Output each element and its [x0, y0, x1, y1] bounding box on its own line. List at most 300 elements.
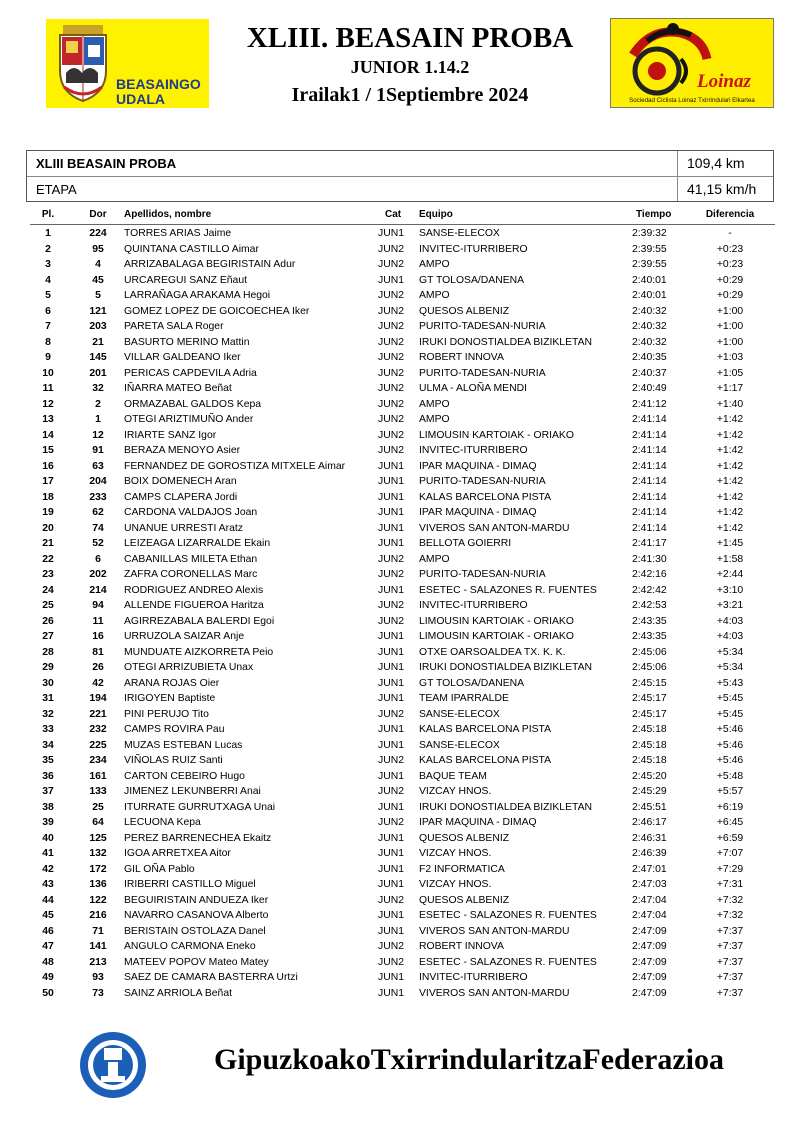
- team-cell: PURITO-TADESAN-NURIA: [419, 569, 546, 580]
- table-row: [0, 288, 800, 304]
- bib-cell: 145: [89, 352, 107, 363]
- difference-cell: +3:21: [716, 600, 744, 611]
- category-cell: JUN2: [378, 941, 404, 952]
- team-cell: KALAS BARCELONA PISTA: [419, 724, 552, 735]
- position-cell: 16: [42, 460, 54, 472]
- table-row: [0, 893, 800, 909]
- position-cell: 13: [42, 414, 54, 425]
- position-cell: 3: [45, 259, 51, 270]
- rider-name-cell: BERISTAIN OSTOLAZA Danel: [124, 925, 266, 937]
- table-row: [0, 490, 800, 506]
- team-cell: SANSE-ELECOX: [419, 708, 500, 720]
- table-row: [0, 691, 800, 707]
- table-row: [0, 474, 800, 490]
- position-cell: 23: [42, 569, 54, 580]
- rider-name-cell: MATEEV POPOV Mateo Matey: [124, 956, 269, 968]
- position-cell: 40: [42, 832, 54, 844]
- team-cell: SANSE-ELECOX: [419, 228, 500, 239]
- position-cell: 5: [45, 290, 51, 301]
- difference-cell: +0:29: [716, 290, 744, 301]
- position-cell: 1: [45, 228, 51, 239]
- team-cell: LIMOUSIN KARTOIAK - ORIAKO: [419, 631, 574, 642]
- difference-cell: +1:42: [716, 522, 744, 534]
- difference-cell: +6:45: [716, 817, 744, 828]
- category-cell: JUN2: [378, 290, 404, 301]
- rider-name-cell: ITURRATE GURRUTXAGA Unai: [124, 801, 276, 813]
- bib-cell: 94: [92, 600, 104, 611]
- team-cell: VIZCAY HNOS.: [419, 879, 492, 890]
- difference-cell: +1:42: [716, 476, 744, 487]
- position-cell: 48: [42, 956, 54, 968]
- position-cell: 24: [42, 584, 54, 596]
- difference-cell: +7:37: [716, 956, 744, 968]
- time-cell: 2:45:06: [632, 646, 667, 658]
- time-cell: 2:45:20: [632, 770, 667, 782]
- bib-cell: 214: [89, 584, 107, 596]
- bib-cell: 62: [92, 507, 104, 518]
- category-cell: JUN1: [378, 863, 404, 875]
- difference-cell: +1:42: [716, 445, 744, 456]
- table-row: [0, 908, 800, 924]
- rider-name-cell: URCAREGUI SANZ Eñaut: [124, 274, 247, 286]
- table-row: [0, 319, 800, 335]
- difference-cell: +1:03: [716, 352, 744, 363]
- time-cell: 2:45:18: [632, 739, 667, 751]
- town-shield-icon: [54, 23, 112, 103]
- table-row: [0, 598, 800, 614]
- time-cell: 2:41:14: [632, 522, 667, 534]
- position-cell: 2: [45, 243, 51, 255]
- position-cell: 45: [42, 910, 54, 921]
- table-row: [0, 970, 800, 986]
- time-cell: 2:46:17: [632, 817, 667, 828]
- category-cell: JUN2: [378, 429, 404, 441]
- race-info-row: [27, 151, 773, 177]
- race-info-box: [26, 150, 774, 202]
- difference-cell: +5:45: [716, 693, 744, 704]
- team-cell: AMPO: [419, 553, 450, 565]
- time-cell: 2:43:35: [632, 615, 667, 627]
- time-cell: 2:40:32: [632, 305, 667, 317]
- category-cell: JUN1: [378, 646, 404, 658]
- category-cell: JUN2: [378, 755, 404, 766]
- difference-cell: +7:37: [716, 925, 744, 937]
- rider-name-cell: LEIZEAGA LIZARRALDE Ekain: [124, 538, 271, 549]
- table-row: [0, 629, 800, 645]
- difference-cell: +1:42: [716, 507, 744, 518]
- position-cell: 15: [42, 445, 54, 456]
- stage-info-row: [27, 177, 773, 202]
- time-cell: 2:40:35: [632, 352, 667, 363]
- rider-name-cell: SAINZ ARRIOLA Beñat: [124, 987, 232, 999]
- time-cell: 2:42:53: [632, 600, 667, 611]
- club-society-name: Sociedad Ciclista Loinaz Txirrindulari Elkartea: [629, 97, 755, 104]
- bib-cell: 234: [89, 755, 107, 766]
- difference-cell: +1:42: [716, 414, 744, 425]
- table-row: [0, 273, 800, 289]
- bib-cell: 2: [95, 398, 101, 410]
- team-cell: PURITO-TADESAN-NURIA: [419, 367, 546, 379]
- team-cell: F2 INFORMATICA: [419, 863, 505, 875]
- rider-name-cell: OTEGI ARRIZUBIETA Unax: [124, 662, 254, 673]
- rider-name-cell: BERAZA MENOYO Asier: [124, 445, 241, 456]
- position-cell: 36: [42, 770, 54, 782]
- bib-cell: 161: [89, 770, 107, 782]
- category-cell: JUN1: [378, 460, 404, 472]
- difference-cell: +5:57: [716, 786, 744, 797]
- difference-cell: +7:37: [716, 972, 744, 983]
- position-cell: 41: [42, 848, 54, 859]
- bib-cell: 204: [89, 476, 107, 487]
- team-cell: ROBERT INNOVA: [419, 941, 504, 952]
- time-cell: 2:45:51: [632, 801, 667, 813]
- table-row: [0, 397, 800, 413]
- rider-name-cell: ARRIZABALAGA BEGIRISTAIN Adur: [124, 259, 296, 270]
- category-cell: JUN1: [378, 662, 404, 673]
- category-cell: JUN2: [378, 615, 404, 627]
- time-cell: 2:40:01: [632, 290, 667, 301]
- category-cell: JUN2: [378, 817, 404, 828]
- team-cell: VIVEROS SAN ANTON-MARDU: [419, 522, 570, 534]
- difference-cell: +6:59: [716, 832, 744, 844]
- race-category: JUNIOR 1.14.2: [350, 57, 470, 77]
- table-row: [0, 676, 800, 692]
- header-difference: Diferencia: [705, 209, 755, 220]
- stage-label: ETAPA: [36, 182, 77, 197]
- team-cell: VIZCAY HNOS.: [419, 848, 492, 859]
- team-cell: ULMA - ALOÑA MENDI: [419, 383, 527, 394]
- team-cell: GT TOLOSA/DANENA: [419, 677, 525, 689]
- time-cell: 2:47:01: [632, 863, 667, 875]
- time-cell: 2:47:09: [632, 956, 667, 968]
- category-cell: JUN2: [378, 398, 404, 410]
- table-row: [0, 335, 800, 351]
- team-cell: LIMOUSIN KARTOIAK - ORIAKO: [419, 429, 574, 441]
- category-cell: JUN2: [378, 553, 404, 565]
- difference-cell: +5:46: [716, 755, 744, 766]
- position-cell: 35: [42, 755, 54, 766]
- category-cell: JUN1: [378, 476, 404, 487]
- table-row: [0, 815, 800, 831]
- difference-cell: +0:29: [716, 274, 744, 286]
- table-row: [0, 412, 800, 428]
- town-name-line-2: UDALA: [116, 91, 165, 107]
- category-cell: JUN2: [378, 321, 404, 332]
- table-row: [0, 939, 800, 955]
- team-cell: IPAR MAQUINA - DIMAQ: [419, 817, 537, 828]
- bib-cell: 64: [92, 817, 104, 828]
- difference-cell: +3:10: [716, 584, 744, 596]
- loinaz-club-logo: [610, 18, 774, 108]
- club-brand-name: Loinaz: [697, 71, 751, 92]
- time-cell: 2:47:09: [632, 925, 667, 937]
- difference-cell: +1:42: [716, 491, 744, 503]
- bib-cell: 32: [92, 383, 104, 394]
- category-cell: JUN1: [378, 677, 404, 689]
- table-row: [0, 304, 800, 320]
- team-cell: TEAM IPARRALDE: [419, 693, 509, 704]
- team-cell: ESETEC - SALAZONES R. FUENTES: [419, 956, 597, 968]
- table-row: [0, 862, 800, 878]
- team-cell: ESETEC - SALAZONES R. FUENTES: [419, 584, 597, 596]
- difference-cell: -: [728, 228, 732, 239]
- table-row: [0, 505, 800, 521]
- difference-cell: +5:48: [716, 770, 744, 782]
- bib-cell: 71: [92, 925, 104, 937]
- category-cell: JUN1: [378, 972, 404, 983]
- rider-name-cell: JIMENEZ LEKUNBERRI Anai: [124, 786, 261, 797]
- category-cell: JUN2: [378, 367, 404, 379]
- team-cell: IPAR MAQUINA - DIMAQ: [419, 507, 537, 518]
- difference-cell: +5:34: [716, 646, 744, 658]
- time-cell: 2:41:14: [632, 414, 667, 425]
- table-row: [0, 567, 800, 583]
- table-row: [0, 242, 800, 258]
- time-cell: 2:39:55: [632, 259, 667, 270]
- rider-name-cell: ALLENDE FIGUEROA Haritza: [124, 600, 264, 611]
- results-table-body: [0, 226, 800, 1001]
- position-cell: 50: [42, 987, 54, 999]
- team-cell: QUESOS ALBENIZ: [419, 894, 510, 906]
- team-cell: AMPO: [419, 259, 450, 270]
- table-row: [0, 846, 800, 862]
- rider-name-cell: ZAFRA CORONELLAS Marc: [124, 569, 258, 580]
- position-cell: 29: [42, 662, 54, 673]
- rider-name-cell: TORRES ARIAS Jaime: [124, 228, 232, 239]
- difference-cell: +1:58: [716, 553, 744, 565]
- bib-cell: 224: [89, 228, 107, 239]
- position-cell: 10: [42, 367, 54, 379]
- difference-cell: +7:31: [716, 879, 744, 890]
- rider-name-cell: PARETA SALA Roger: [124, 321, 224, 332]
- rider-name-cell: CAMPS CLAPERA Jordi: [124, 491, 238, 503]
- bib-cell: 216: [89, 910, 107, 921]
- rider-name-cell: PERICAS CAPDEVILA Adria: [124, 367, 257, 379]
- race-name: XLIII BEASAIN PROBA: [36, 156, 177, 171]
- category-cell: JUN2: [378, 259, 404, 270]
- category-cell: JUN2: [378, 600, 404, 611]
- team-cell: LIMOUSIN KARTOIAK - ORIAKO: [419, 615, 574, 627]
- difference-cell: +4:03: [716, 631, 744, 642]
- rider-name-cell: OTEGI ARIZTIMUÑO Ander: [124, 414, 254, 425]
- team-cell: INVITEC-ITURRIBERO: [419, 972, 528, 983]
- rider-name-cell: CAMPS ROVIRA Pau: [124, 724, 225, 735]
- position-cell: 26: [42, 615, 54, 627]
- table-row: [0, 583, 800, 599]
- rider-name-cell: NAVARRO CASANOVA Alberto: [124, 910, 269, 921]
- position-cell: 11: [42, 383, 54, 394]
- table-row: [0, 459, 800, 475]
- difference-cell: +1:00: [716, 305, 744, 317]
- difference-cell: +6:19: [716, 801, 744, 813]
- bib-cell: 12: [92, 429, 104, 441]
- category-cell: JUN2: [378, 569, 404, 580]
- team-cell: SANSE-ELECOX: [419, 739, 500, 751]
- rider-name-cell: IRIBERRI CASTILLO Miguel: [124, 879, 256, 890]
- time-cell: 2:47:09: [632, 987, 667, 999]
- bib-cell: 42: [92, 677, 104, 689]
- time-cell: 2:47:03: [632, 879, 667, 890]
- position-cell: 22: [42, 553, 54, 565]
- table-row: [0, 769, 800, 785]
- rider-name-cell: CABANILLAS MILETA Ethan: [124, 553, 258, 565]
- team-cell: ESETEC - SALAZONES R. FUENTES: [419, 910, 597, 921]
- table-row: [0, 924, 800, 940]
- category-cell: JUN2: [378, 786, 404, 797]
- category-cell: JUN1: [378, 522, 404, 534]
- bib-cell: 25: [92, 801, 104, 813]
- position-cell: 37: [42, 786, 54, 797]
- table-row: [0, 722, 800, 738]
- category-cell: JUN1: [378, 228, 404, 239]
- time-cell: 2:41:17: [632, 538, 667, 549]
- time-cell: 2:41:12: [632, 398, 667, 410]
- time-cell: 2:41:14: [632, 507, 667, 518]
- table-row: [0, 831, 800, 847]
- team-cell: IRUKI DONOSTIALDEA BIZIKLETAN: [419, 662, 593, 673]
- position-cell: 44: [42, 894, 54, 906]
- position-cell: 4: [45, 274, 51, 286]
- rider-name-cell: BEGUIRISTAIN ANDUEZA Iker: [124, 894, 269, 906]
- rider-name-cell: PINI PERUJO Tito: [124, 708, 209, 720]
- difference-cell: +7:37: [716, 987, 744, 999]
- table-row: [0, 986, 800, 1002]
- difference-cell: +1:17: [716, 383, 744, 394]
- bib-cell: 11: [92, 615, 104, 627]
- team-cell: IRUKI DONOSTIALDEA BIZIKLETAN: [419, 801, 593, 813]
- header-divider: [30, 224, 775, 225]
- position-cell: 42: [42, 863, 54, 875]
- bib-cell: 194: [89, 693, 107, 704]
- team-cell: BELLOTA GOIERRI: [419, 538, 512, 549]
- difference-cell: +4:03: [716, 615, 744, 627]
- position-cell: 28: [42, 646, 54, 658]
- table-row: [0, 660, 800, 676]
- category-cell: JUN2: [378, 336, 404, 348]
- bib-cell: 213: [89, 956, 107, 968]
- table-row: [0, 428, 800, 444]
- position-cell: 43: [42, 879, 54, 890]
- category-cell: JUN2: [378, 414, 404, 425]
- table-row: [0, 753, 800, 769]
- category-cell: JUN2: [378, 956, 404, 968]
- bib-cell: 203: [89, 321, 107, 332]
- average-speed: 41,15 km/h: [687, 181, 757, 197]
- bib-cell: 122: [89, 894, 107, 906]
- cyclist-icon: [611, 19, 773, 107]
- team-cell: QUESOS ALBENIZ: [419, 305, 510, 317]
- rider-name-cell: ANGULO CARMONA Eneko: [124, 941, 256, 952]
- difference-cell: +1:45: [716, 538, 744, 549]
- position-cell: 46: [42, 925, 54, 937]
- time-cell: 2:47:09: [632, 972, 667, 983]
- time-cell: 2:45:06: [632, 662, 667, 673]
- team-cell: VIVEROS SAN ANTON-MARDU: [419, 925, 570, 937]
- bib-cell: 52: [92, 538, 104, 549]
- team-cell: PURITO-TADESAN-NURIA: [419, 476, 546, 487]
- bib-cell: 132: [89, 848, 107, 859]
- difference-cell: +1:00: [716, 336, 744, 348]
- bib-cell: 202: [89, 569, 107, 580]
- team-cell: INVITEC-ITURRIBERO: [419, 243, 528, 255]
- time-cell: 2:42:42: [632, 584, 667, 596]
- table-row: [0, 877, 800, 893]
- time-cell: 2:45:17: [632, 708, 667, 720]
- rider-name-cell: LECUONA Kepa: [124, 817, 201, 828]
- difference-cell: +5:45: [716, 708, 744, 720]
- rider-name-cell: GOMEZ LOPEZ DE GOICOECHEA Iker: [124, 305, 310, 317]
- time-cell: 2:45:17: [632, 693, 667, 704]
- bib-cell: 91: [92, 445, 104, 456]
- rider-name-cell: MUZAS ESTEBAN Lucas: [124, 739, 243, 751]
- table-row: [0, 226, 800, 242]
- difference-cell: +5:43: [716, 677, 744, 689]
- position-cell: 25: [42, 600, 54, 611]
- bib-cell: 133: [89, 786, 107, 797]
- table-row: [0, 536, 800, 552]
- team-cell: AMPO: [419, 290, 450, 301]
- table-row: [0, 955, 800, 971]
- position-cell: 31: [42, 693, 54, 704]
- rider-name-cell: VIÑOLAS RUIZ Santi: [124, 755, 223, 766]
- position-cell: 27: [42, 631, 54, 642]
- bib-cell: 125: [89, 832, 107, 844]
- bib-cell: 95: [92, 243, 104, 255]
- position-cell: 6: [45, 305, 51, 317]
- bib-cell: 225: [89, 739, 107, 751]
- rider-name-cell: IGOA ARRETXEA Aitor: [124, 848, 231, 859]
- header-team: Equipo: [419, 209, 453, 220]
- time-cell: 2:43:35: [632, 631, 667, 642]
- position-cell: 32: [42, 708, 54, 720]
- bib-cell: 16: [92, 631, 104, 642]
- position-cell: 17: [42, 476, 54, 487]
- category-cell: JUN1: [378, 507, 404, 518]
- position-cell: 19: [42, 507, 54, 518]
- bib-cell: 6: [95, 553, 101, 565]
- table-row: [0, 800, 800, 816]
- rider-name-cell: PEREZ BARRENECHEA Ekaitz: [124, 832, 272, 844]
- difference-cell: +7:07: [716, 848, 744, 859]
- time-cell: 2:39:32: [632, 228, 667, 239]
- federation-name: GipuzkoakoTxirrindularitzaFederazioa: [214, 1043, 724, 1076]
- rider-name-cell: FERNANDEZ DE GOROSTIZA MITXELE Aimar: [124, 460, 346, 472]
- table-row: [0, 738, 800, 754]
- team-cell: IPAR MAQUINA - DIMAQ: [419, 460, 537, 472]
- category-cell: JUN1: [378, 739, 404, 751]
- team-cell: QUESOS ALBENIZ: [419, 832, 510, 844]
- table-row: [0, 645, 800, 661]
- rider-name-cell: QUINTANA CASTILLO Aimar: [124, 243, 259, 255]
- rider-name-cell: RODRIGUEZ ANDREO Alexis: [124, 584, 264, 596]
- category-cell: JUN2: [378, 305, 404, 317]
- category-cell: JUN1: [378, 631, 404, 642]
- difference-cell: +7:37: [716, 941, 744, 952]
- time-cell: 2:47:04: [632, 910, 667, 921]
- race-title: XLIII. BEASAIN PROBA: [246, 22, 574, 54]
- difference-cell: +1:40: [716, 398, 744, 410]
- team-cell: AMPO: [419, 398, 450, 410]
- position-cell: 30: [42, 677, 54, 689]
- table-row: [0, 443, 800, 459]
- bib-cell: 81: [92, 646, 104, 658]
- team-cell: VIZCAY HNOS.: [419, 786, 492, 797]
- team-cell: IRUKI DONOSTIALDEA BIZIKLETAN: [419, 336, 593, 348]
- time-cell: 2:47:09: [632, 941, 667, 952]
- header-time: Tiempo: [636, 209, 672, 220]
- table-row: [0, 366, 800, 382]
- position-cell: 18: [42, 491, 54, 503]
